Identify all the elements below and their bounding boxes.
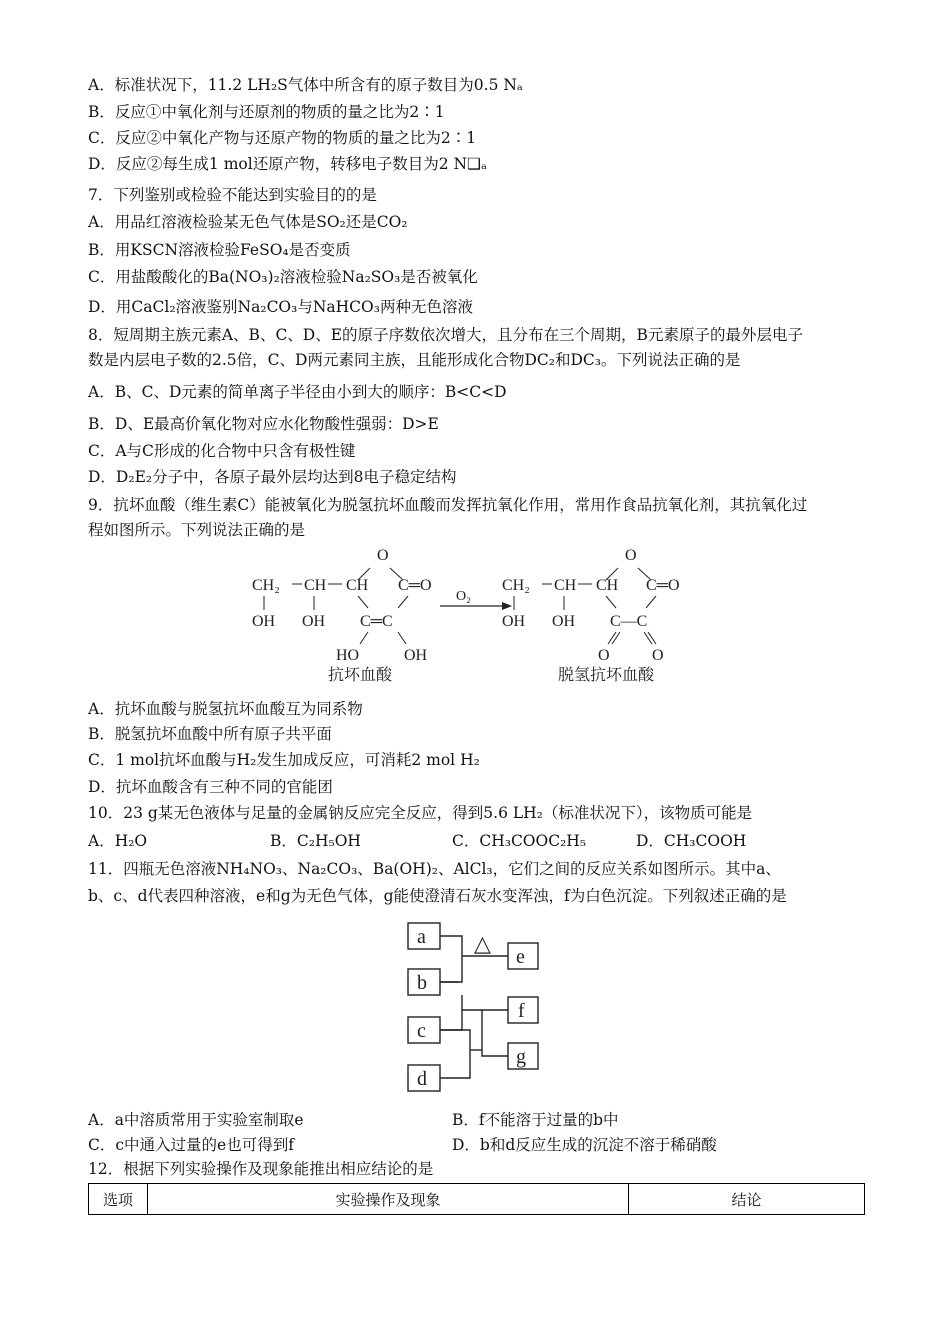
left-ch-2: CH bbox=[346, 577, 369, 594]
table-header-row bbox=[89, 1184, 865, 1215]
right-ch2: CH₂ bbox=[502, 577, 530, 594]
q10-option-d: D．CH₃COOH bbox=[636, 832, 747, 850]
left-ho: HO bbox=[336, 647, 360, 664]
left-carbonyl: C═O bbox=[398, 577, 432, 594]
header-option: 选项 bbox=[89, 1184, 148, 1215]
q12-stem: 12．根据下列实验操作及现象能推出相应结论的是 bbox=[88, 1160, 434, 1178]
q6-option-a: A．标准状况下，11.2 LH₂S气体中所含有的原子数目为0.5 Nₐ bbox=[88, 76, 523, 94]
q11-option-c: C．c中通入过量的e也可得到f bbox=[88, 1136, 294, 1154]
q11-option-a: A．a中溶质常用于实验室制取e bbox=[88, 1111, 304, 1129]
left-oh-3: OH bbox=[404, 647, 428, 664]
right-oh-2: OH bbox=[552, 613, 576, 630]
q7-option-c: C．用盐酸酸化的Ba(NO₃)₂溶液检验Na₂SO₃是否被氧化 bbox=[88, 268, 478, 286]
right-carbonyl: C═O bbox=[646, 577, 680, 594]
q8-stem-1: 8．短周期主族元素A、B、C、D、E的原子序数依次增大，且分布在三个周期，B元素原子的最外层电子 bbox=[88, 326, 803, 344]
q11-stem-2: b、c、d代表四种溶液，e和g为无色气体，g能使澄清石灰水变浑浊，f为白色沉淀。下列叙述正确的是 bbox=[88, 887, 787, 905]
left-c-eq-c: C═C bbox=[360, 613, 393, 630]
ascorbic-acid-figure bbox=[240, 540, 710, 690]
label-f: f bbox=[518, 1000, 525, 1022]
q7-stem: 7．下列鉴别或检验不能达到实验目的的是 bbox=[88, 186, 377, 204]
left-oh-1: OH bbox=[252, 613, 276, 630]
q10-option-b: B．C₂H₅OH bbox=[270, 832, 361, 850]
left-caption: 抗坏血酸 bbox=[328, 667, 393, 684]
heat-symbol: △ bbox=[474, 931, 491, 956]
q6-option-b: B．反应①中氧化剂与还原剂的物质的量之比为2∶1 bbox=[88, 103, 445, 121]
label-b: b bbox=[417, 972, 427, 994]
header-conclusion: 结论 bbox=[629, 1184, 865, 1215]
q8-stem-2: 数是内层电子数的2.5倍，C、D两元素同主族，且能形成化合物DC₂和DC₃。下列说法正确的是 bbox=[88, 351, 741, 369]
q7-option-a: A．用品红溶液检验某无色气体是SO₂还是CO₂ bbox=[88, 213, 408, 231]
header-operation: 实验操作及现象 bbox=[148, 1184, 629, 1215]
q9-option-d: D．抗坏血酸含有三种不同的官能团 bbox=[88, 778, 333, 796]
right-o-1: O bbox=[598, 647, 610, 664]
left-ch2: CH₂ bbox=[252, 577, 280, 594]
q9-option-a: A．抗坏血酸与脱氢抗坏血酸互为同系物 bbox=[88, 700, 363, 718]
q7-option-b: B．用KSCN溶液检验FeSO₄是否变质 bbox=[88, 241, 351, 259]
label-g: g bbox=[516, 1046, 526, 1068]
q10-option-c: C．CH₃COOC₂H₅ bbox=[452, 832, 587, 850]
left-ch-1: CH bbox=[304, 577, 327, 594]
q10-option-a: A．H₂O bbox=[88, 832, 148, 850]
right-ch-1: CH bbox=[554, 577, 577, 594]
left-ring-o: O bbox=[377, 547, 389, 564]
q6-option-d: D．反应②每生成1 mol还原产物，转移电子数目为2 N❑ₐ bbox=[88, 155, 487, 173]
q12-table bbox=[88, 1183, 865, 1215]
q8-option-c: C．A与C形成的化合物中只含有极性键 bbox=[88, 442, 356, 460]
q9-stem-1: 9．抗坏血酸（维生素C）能被氧化为脱氢抗坏血酸而发挥抗氧化作用，常用作食品抗氧化剂，其抗氧化过 bbox=[88, 496, 808, 514]
q6-option-c: C．反应②中氧化产物与还原产物的物质的量之比为2∶1 bbox=[88, 129, 477, 147]
q11-stem-1: 11．四瓶无色溶液NH₄NO₃、Na₂CO₃、Ba(OH)₂、AlCl₃，它们之间的反应关系如图所示。其中a、 bbox=[88, 860, 781, 878]
right-ch-2: CH bbox=[596, 577, 619, 594]
q9-option-b: B．脱氢抗坏血酸中所有原子共平面 bbox=[88, 725, 332, 743]
reaction-diagram bbox=[400, 915, 550, 1100]
reagent-o2: O₂ bbox=[456, 589, 471, 604]
q8-option-d: D．D₂E₂分子中，各原子最外层均达到8电子稳定结构 bbox=[88, 468, 457, 486]
q7-option-d: D．用CaCl₂溶液鉴别Na₂CO₃与NaHCO₃两种无色溶液 bbox=[88, 298, 473, 316]
q11-option-d: D．b和d反应生成的沉淀不溶于稀硝酸 bbox=[452, 1136, 717, 1154]
right-o-2: O bbox=[652, 647, 664, 664]
right-caption: 脱氢抗坏血酸 bbox=[558, 667, 655, 684]
label-d: d bbox=[417, 1068, 427, 1090]
q10-stem: 10．23 g某无色液体与足量的金属钠反应完全反应，得到5.6 LH₂（标准状况下），该物质可能是 bbox=[88, 804, 753, 822]
right-c-c: C—C bbox=[610, 613, 648, 630]
label-a: a bbox=[417, 926, 426, 948]
q8-option-a: A．B、C、D元素的简单离子半径由小到大的顺序：B<C<D bbox=[88, 383, 507, 401]
right-ring-o: O bbox=[625, 547, 637, 564]
q8-option-b: B．D、E最高价氧化物对应水化物酸性强弱：D>E bbox=[88, 415, 439, 433]
label-e: e bbox=[516, 946, 525, 968]
q9-option-c: C．1 mol抗坏血酸与H₂发生加成反应，可消耗2 mol H₂ bbox=[88, 751, 480, 769]
label-c: c bbox=[417, 1020, 426, 1042]
right-oh-1: OH bbox=[502, 613, 526, 630]
left-oh-2: OH bbox=[302, 613, 326, 630]
q9-stem-2: 程如图所示。下列说法正确的是 bbox=[88, 521, 306, 539]
q11-option-b: B．f不能溶于过量的b中 bbox=[452, 1111, 619, 1129]
